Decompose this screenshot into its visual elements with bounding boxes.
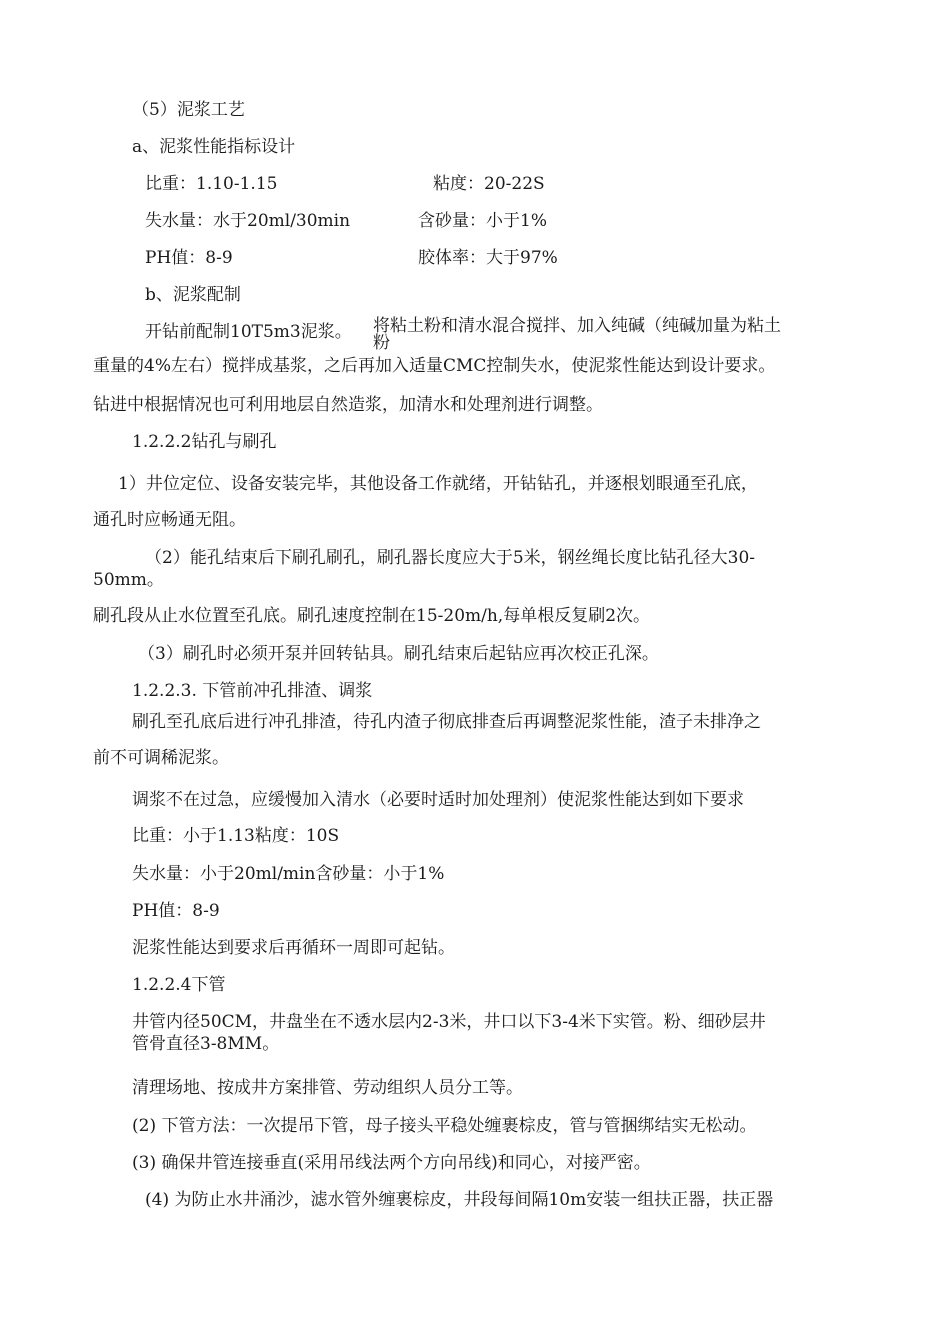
- paragraph-line: 1）井位定位、设备安装完毕，其他设备工作就绪，开钻钻孔，并逐根划眼通至孔底，: [118, 474, 758, 494]
- paragraph-line: 泥浆性能达到要求后再循环一周即可起钻。: [132, 938, 455, 958]
- section-heading-flush: 1.2.2.3. 下管前冲孔排渣、调浆: [132, 681, 373, 701]
- paragraph-line: 前不可调稀泥浆。: [93, 748, 229, 768]
- paragraph-line: （3）刷孔时必须开泵并回转钻具。刷孔结束后起钻应再次校正孔深。: [138, 644, 659, 664]
- paragraph-line: 钻进中根据情况也可利用地层自然造浆，加清水和处理剂进行调整。: [93, 395, 603, 415]
- paragraph-line: 刷孔至孔底后进行冲孔排渣，待孔内渣子彻底排查后再调整泥浆性能，渣子未排净之: [132, 712, 761, 732]
- paragraph-line: 清理场地、按成井方案排管、劳动组织人员分工等。: [132, 1078, 523, 1098]
- paragraph-line: 比重：小于1.13粘度：10S: [132, 826, 340, 846]
- spec-ph: PH值：8-9: [145, 248, 233, 268]
- subheading-mud-spec: a、泥浆性能指标设计: [132, 137, 296, 157]
- paragraph-line: 刷孔段从止水位置至孔底。刷孔速度控制在15-20m/h,每单根反复刷2次。: [93, 606, 651, 626]
- paragraph-line: 井管内径50CM，井盘坐在不透水层内2-3米，井口以下3-4米下实管。粉、细砂层井: [132, 1012, 766, 1032]
- paragraph-line: (4) 为防止水井涌沙，滤水管外缠裹棕皮，井段每间隔10m安装一组扶正器，扶正器: [145, 1190, 774, 1210]
- spec-colloid: 胶体率：大于97%: [418, 248, 558, 268]
- paragraph-line: (2) 下管方法：一次提吊下管，母子接头平稳处缠裹棕皮，管与管捆绑结实无松动。: [132, 1116, 757, 1136]
- paragraph-line: 将粘土粉和清水混合搅拌、加入纯碱（纯碱加量为粘土: [373, 316, 781, 336]
- spec-viscosity: 粘度：20-22S: [433, 174, 545, 194]
- paragraph-line: 开钻前配制10T5m3泥浆。: [145, 322, 352, 342]
- paragraph-line: 50mm。: [93, 570, 164, 590]
- section-heading-mud-process: （5）泥浆工艺: [132, 100, 245, 120]
- paragraph-line: 重量的4%左右）搅拌成基浆，之后再加入适量CMC控制失水，使泥浆性能达到设计要求。: [93, 356, 776, 376]
- paragraph-line: 失水量：小于20ml/min含砂量：小于1%: [132, 864, 445, 884]
- paragraph-line: 管骨直径3-8MM。: [132, 1034, 280, 1054]
- paragraph-line: (3) 确保井管连接垂直(采用吊线法两个方向吊线)和同心，对接严密。: [132, 1153, 651, 1173]
- paragraph-line: （2）能孔结束后下刷孔刷孔，刷孔器长度应大于5米，钢丝绳长度比钻孔径大30-: [145, 548, 756, 568]
- paragraph-line-clipped: 粉: [373, 333, 390, 353]
- section-heading-drill-brush: 1.2.2.2钻孔与刷孔: [132, 432, 277, 452]
- paragraph-line: PH值：8-9: [132, 901, 220, 921]
- paragraph-line: 通孔时应畅通无阻。: [93, 510, 246, 530]
- spec-water-loss: 失水量：水于20ml/30min: [145, 211, 351, 231]
- section-heading-lower-pipe: 1.2.2.4下管: [132, 975, 226, 995]
- paragraph-line: 调浆不在过急，应缓慢加入清水（必要时适时加处理剂）使泥浆性能达到如下要求: [132, 790, 744, 810]
- spec-density: 比重：1.10-1.15: [145, 174, 278, 194]
- spec-sand: 含砂量：小于1%: [418, 211, 547, 231]
- subheading-mud-prep: b、泥浆配制: [145, 285, 241, 305]
